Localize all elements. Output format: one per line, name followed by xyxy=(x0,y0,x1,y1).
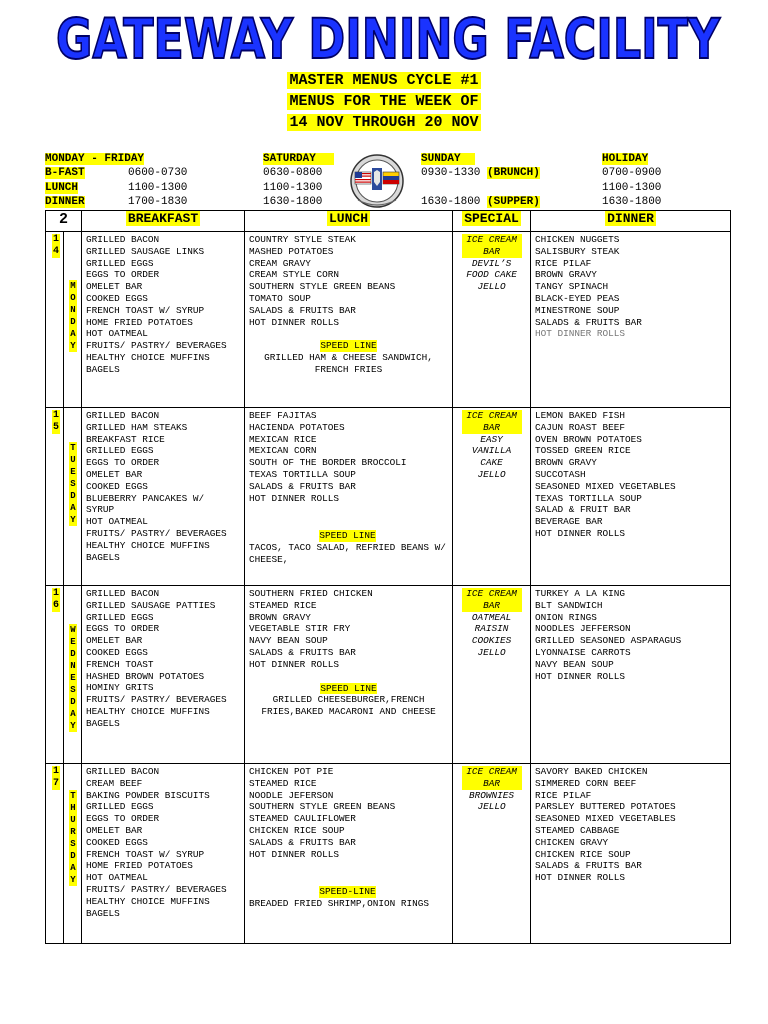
list-item: FOOD CAKE xyxy=(466,269,517,281)
list-item: TEXAS TORTILLA SOUP xyxy=(535,492,642,504)
list-item: SALAD & FRUIT BAR xyxy=(535,504,631,516)
list-item: BAGELS xyxy=(86,717,120,729)
list-item: GRILLED EGGS xyxy=(86,801,154,813)
menu-day-row-tuesday xyxy=(46,408,731,586)
list-item: GRILLED EGGS xyxy=(86,611,154,623)
special-ice-cream: ICE CREAM BAR xyxy=(462,766,522,790)
list-item: PARSLEY BUTTERED POTATOES xyxy=(535,801,676,813)
list-item: CHICKEN RICE SOUP xyxy=(249,824,345,836)
list-item: HEALTHY CHOICE MUFFINS xyxy=(86,351,210,363)
subtitle-line-3: 14 NOV THROUGH 20 NOV xyxy=(289,114,479,131)
list-item: SIMMERED CORN BEEF xyxy=(535,777,637,789)
list-item: HOT DINNER ROLLS xyxy=(535,328,626,340)
list-item: COOKED EGGS xyxy=(86,646,148,658)
list-item: EGGS TO ORDER xyxy=(86,457,160,469)
speed-line-label: SPEED LINE xyxy=(320,340,377,352)
menu-day-row-wednesday xyxy=(46,586,731,764)
list-item: TOSSED GREEN RICE xyxy=(535,445,631,457)
list-item: ONION RINGS xyxy=(535,611,597,623)
list-item: MASHED POTATOES xyxy=(249,245,334,257)
hours-holiday-head: HOLIDAY xyxy=(602,153,649,165)
menu-header-row xyxy=(46,211,731,232)
hours-holiday-lunch: 1100-1300 xyxy=(602,181,662,194)
list-item: NAVY BEAN SOUP xyxy=(535,658,614,670)
day-number-cell: 1 7 xyxy=(46,764,64,944)
speed-line-items: TACOS, TACO SALAD, REFRIED BEANS W/ CHEESE, xyxy=(249,542,446,565)
list-item: HOT OATMEAL xyxy=(86,516,148,528)
breakfast-cell xyxy=(82,586,245,764)
list-item: MINESTRONE SOUP xyxy=(535,304,620,316)
list-item: CREAM GRAVY xyxy=(249,257,311,269)
list-item: HOME FRIED POTATOES xyxy=(86,860,193,872)
special-cell xyxy=(453,764,531,944)
lunch-cell xyxy=(245,408,453,586)
day-name-cell: M O N D A Y xyxy=(64,232,82,408)
list-item: RICE PILAF xyxy=(535,789,592,801)
list-item: SEASONED MIXED VEGETABLES xyxy=(535,480,676,492)
list-item: TURKEY A LA KING xyxy=(535,588,626,599)
list-item: BAGELS xyxy=(86,363,120,375)
list-item: MEXICAN CORN xyxy=(249,445,317,457)
speed-line-items: BREADED FRIED SHRIMP,ONION RINGS xyxy=(249,898,430,910)
dinner-cell xyxy=(531,586,731,764)
hours-sunday-supper xyxy=(421,195,540,209)
list-item: COOKIES xyxy=(471,635,512,647)
list-item: COOKED EGGS xyxy=(86,292,148,304)
day-number-cell: 1 4 xyxy=(46,232,64,408)
list-item: FRENCH TOAST W/ SYRUP xyxy=(86,304,205,316)
hours-weekday-dinner: 1700-1830 xyxy=(128,196,188,209)
day-name-cell: T U E S D A Y xyxy=(64,408,82,586)
list-item: OMELET BAR xyxy=(86,635,143,647)
list-item: OVEN BROWN POTATOES xyxy=(535,433,642,445)
list-item: SALADS & FRUITS BAR xyxy=(249,836,356,848)
dining-facility-seal-icon xyxy=(344,152,410,210)
list-item: SOUTHERN STYLE GREEN BEANS xyxy=(249,281,396,293)
list-item: SYRUP xyxy=(86,504,115,516)
hours-saturday-lunch: 1100-1300 xyxy=(263,181,323,194)
special-cell xyxy=(453,586,531,764)
hours-sunday xyxy=(421,152,540,181)
list-item: OATMEAL xyxy=(471,611,512,623)
menu-corner-number: 2 xyxy=(46,211,82,232)
list-item: TEXAS TORTILLA SOUP xyxy=(249,468,356,480)
page-title-banner xyxy=(0,4,768,68)
list-item: CHICKEN NUGGETS xyxy=(535,234,620,245)
list-item: BAGELS xyxy=(86,907,120,919)
list-item: EASY xyxy=(480,433,503,445)
list-item: HOT DINNER ROLLS xyxy=(249,658,340,670)
list-item: EGGS TO ORDER xyxy=(86,623,160,635)
list-item: STEAMED CABBAGE xyxy=(535,824,620,836)
list-item: MEXICAN RICE xyxy=(249,433,317,445)
list-item: BROWN GRAVY xyxy=(535,269,597,281)
list-item: CAJUN ROAST BEEF xyxy=(535,421,626,433)
list-item: BROWN GRAVY xyxy=(249,611,311,623)
dinner-cell xyxy=(531,408,731,586)
list-item: CHICKEN GRAVY xyxy=(535,836,609,848)
list-item: GRILLED BACON xyxy=(86,588,160,599)
lunch-cell xyxy=(245,764,453,944)
list-item: SALADS & FRUITS BAR xyxy=(535,316,642,328)
day-number-cell: 1 6 xyxy=(46,586,64,764)
list-item: NOODLES JEFFERSON xyxy=(535,623,631,635)
list-item: GRILLED SAUSAGE PATTIES xyxy=(86,599,216,611)
day-name-cell: T H U R S D A Y xyxy=(64,764,82,944)
breakfast-cell xyxy=(82,408,245,586)
menu-day-row-monday xyxy=(46,232,731,408)
list-item: CREAM STYLE CORN xyxy=(249,269,340,281)
hours-sunday-brunch-time: 0930-1330 xyxy=(421,167,481,180)
page-title: GATEWAY DINING FACILITY xyxy=(55,7,721,68)
hours-holiday xyxy=(602,152,661,210)
list-item: RAISIN xyxy=(474,623,509,635)
list-item: SALADS & FRUITS BAR xyxy=(249,480,356,492)
day-name-cell: W E D N E S D A Y xyxy=(64,586,82,764)
list-item: BAKING POWDER BISCUITS xyxy=(86,789,210,801)
list-item: CREAM BEEF xyxy=(86,777,143,789)
list-item: OMELET BAR xyxy=(86,468,143,480)
hours-sunday-brunch-label: (BRUNCH) xyxy=(487,167,540,180)
list-item: BLT SANDWICH xyxy=(535,599,603,611)
list-item: BAGELS xyxy=(86,551,120,563)
list-item: GRILLED EGGS xyxy=(86,445,154,457)
list-item: COOKED EGGS xyxy=(86,836,148,848)
list-item: TOMATO SOUP xyxy=(249,292,311,304)
menu-table xyxy=(45,210,731,944)
list-item: DEVIL’S xyxy=(471,257,512,269)
hours-weekday-head: MONDAY - FRIDAY xyxy=(45,153,145,165)
list-item: SEASONED MIXED VEGETABLES xyxy=(535,813,676,825)
list-item: BREAKFAST RICE xyxy=(86,433,165,445)
list-item: OMELET BAR xyxy=(86,824,143,836)
list-item: FRUITS/ PASTRY/ BEVERAGES xyxy=(86,694,227,706)
list-item: OMELET BAR xyxy=(86,281,143,293)
list-item: SOUTHERN STYLE GREEN BEANS xyxy=(249,801,396,813)
list-item: CHICKEN RICE SOUP xyxy=(535,848,631,860)
list-item: BLACK-EYED PEAS xyxy=(535,292,620,304)
list-item: LEMON BAKED FISH xyxy=(535,410,626,421)
hours-label-dinner: DINNER xyxy=(45,196,85,209)
list-item: SOUTHERN FRIED CHICKEN xyxy=(249,588,373,599)
hours-saturday-dinner: 1630-1800 xyxy=(263,196,323,209)
list-item: SALISBURY STEAK xyxy=(535,245,620,257)
list-item: JELLO xyxy=(477,281,506,293)
list-item: BEVERAGE BAR xyxy=(535,516,603,528)
subtitle-line-2: MENUS FOR THE WEEK OF xyxy=(289,93,479,110)
list-item: SAVORY BAKED CHICKEN xyxy=(535,766,648,777)
page-title-graphic xyxy=(0,4,768,68)
dinner-cell xyxy=(531,232,731,408)
list-item: GRILLED BACON xyxy=(86,410,160,421)
lunch-cell xyxy=(245,586,453,764)
header-dinner: DINNER xyxy=(531,211,731,232)
hours-weekday-lunch: 1100-1300 xyxy=(128,181,188,194)
speed-line-items: GRILLED HAM & CHEESE SANDWICH, FRENCH FRIES xyxy=(264,352,433,375)
list-item: FRUITS/ PASTRY/ BEVERAGES xyxy=(86,527,227,539)
list-item: HACIENDA POTATOES xyxy=(249,421,345,433)
speed-line-label: SPEED LINE xyxy=(319,530,376,542)
dinner-cell xyxy=(531,764,731,944)
list-item: EGGS TO ORDER xyxy=(86,269,160,281)
list-item: RICE PILAF xyxy=(535,257,592,269)
list-item: BROWNIES xyxy=(469,789,515,801)
list-item: HOT DINNER ROLLS xyxy=(249,848,340,860)
hours-holiday-bfast: 0700-0900 xyxy=(602,167,662,180)
hours-label-lunch: LUNCH xyxy=(45,181,79,194)
list-item: BROWN GRAVY xyxy=(535,457,597,469)
breakfast-cell xyxy=(82,764,245,944)
list-item: SALADS & FRUITS BAR xyxy=(249,646,356,658)
list-item: SALADS & FRUITS BAR xyxy=(249,304,356,316)
special-cell xyxy=(453,232,531,408)
list-item: SUCCOTASH xyxy=(535,468,586,480)
breakfast-cell xyxy=(82,232,245,408)
list-item: HASHED BROWN POTATOES xyxy=(86,670,205,682)
list-item: HOT DINNER ROLLS xyxy=(535,670,626,682)
special-ice-cream: ICE CREAM BAR xyxy=(462,410,522,434)
list-item: SOUTH OF THE BORDER BROCCOLI xyxy=(249,457,407,469)
list-item: GRILLED SAUSAGE LINKS xyxy=(86,245,205,257)
menu-subtitle xyxy=(0,70,768,133)
special-ice-cream: ICE CREAM BAR xyxy=(462,588,522,612)
hours-sunday-supper-label: (SUPPER) xyxy=(487,196,540,208)
list-item: GRILLED BACON xyxy=(86,766,160,777)
list-item: HOT DINNER ROLLS xyxy=(535,872,626,884)
list-item: TANGY SPINACH xyxy=(535,281,609,293)
list-item: HOT DINNER ROLLS xyxy=(249,492,340,504)
list-item: HEALTHY CHOICE MUFFINS xyxy=(86,705,210,717)
hours-saturday xyxy=(263,152,334,210)
hours-holiday-dinner: 1630-1800 xyxy=(602,196,662,209)
list-item: HEALTHY CHOICE MUFFINS xyxy=(86,895,210,907)
list-item: EGGS TO ORDER xyxy=(86,813,160,825)
list-item: VEGETABLE STIR FRY xyxy=(249,623,351,635)
day-number-cell: 1 5 xyxy=(46,408,64,586)
hours-sunday-supper-time: 1630-1800 xyxy=(421,196,481,208)
header-lunch: LUNCH xyxy=(245,211,453,232)
list-item: COOKED EGGS xyxy=(86,480,148,492)
list-item: BEEF FAJITAS xyxy=(249,410,317,421)
hours-weekday-bfast: 0600-0730 xyxy=(128,167,188,180)
list-item: GRILLED EGGS xyxy=(86,257,154,269)
list-item: NOODLE JEFERSON xyxy=(249,789,334,801)
list-item: SALADS & FRUITS BAR xyxy=(535,860,642,872)
list-item: NAVY BEAN SOUP xyxy=(249,635,328,647)
list-item: LYONNAISE CARROTS xyxy=(535,646,631,658)
menu-day-row-thursday xyxy=(46,764,731,944)
hours-label-bfast: B-FAST xyxy=(45,167,85,180)
list-item: CAKE xyxy=(480,457,503,469)
list-item: GRILLED BACON xyxy=(86,234,160,245)
lunch-cell xyxy=(245,232,453,408)
special-ice-cream: ICE CREAM BAR xyxy=(462,234,522,258)
header-special: SPECIAL xyxy=(453,211,531,232)
hours-sunday-head: SUNDAY xyxy=(421,153,475,165)
list-item: JELLO xyxy=(477,468,506,480)
list-item: BLUEBERRY PANCAKES W/ xyxy=(86,492,205,504)
list-item: JELLO xyxy=(477,801,506,813)
header-breakfast: BREAKFAST xyxy=(82,211,245,232)
list-item: FRUITS/ PASTRY/ BEVERAGES xyxy=(86,340,227,352)
speed-line-label: SPEED LINE xyxy=(320,682,377,694)
list-item: HOT DINNER ROLLS xyxy=(535,527,626,539)
list-item: STEAMED RICE xyxy=(249,777,317,789)
speed-line-items: GRILLED CHEESEBURGER,FRENCH FRIES,BAKED MACARONI AND CHEESE xyxy=(261,694,436,718)
subtitle-line-1: MASTER MENUS CYCLE #1 xyxy=(289,72,479,89)
list-item: STEAMED RICE xyxy=(249,599,317,611)
list-item: GRILLED SEASONED ASPARAGUS xyxy=(535,635,682,647)
list-item: JELLO xyxy=(477,646,506,658)
list-item: HEALTHY CHOICE MUFFINS xyxy=(86,539,210,551)
list-item: HOT OATMEAL xyxy=(86,328,148,340)
list-item: HOME FRIED POTATOES xyxy=(86,316,193,328)
list-item: VANILLA xyxy=(471,445,512,457)
list-item: HOT DINNER ROLLS xyxy=(249,316,340,328)
special-cell xyxy=(453,408,531,586)
list-item: FRENCH TOAST W/ SYRUP xyxy=(86,848,205,860)
list-item: CHICKEN POT PIE xyxy=(249,766,334,777)
list-item: STEAMED CAULIFLOWER xyxy=(249,813,356,825)
hours-saturday-head: SATURDAY xyxy=(263,153,334,165)
list-item: HOT OATMEAL xyxy=(86,872,148,884)
list-item: FRENCH TOAST xyxy=(86,658,154,670)
list-item: FRUITS/ PASTRY/ BEVERAGES xyxy=(86,883,227,895)
list-item: COUNTRY STYLE STEAK xyxy=(249,234,356,245)
speed-line-label: SPEED-LINE xyxy=(319,886,376,898)
hours-weekday-times xyxy=(128,152,187,210)
hours-saturday-bfast: 0630-0800 xyxy=(263,167,323,180)
list-item: HOMINY GRITS xyxy=(86,682,154,694)
list-item: GRILLED HAM STEAKS xyxy=(86,421,188,433)
